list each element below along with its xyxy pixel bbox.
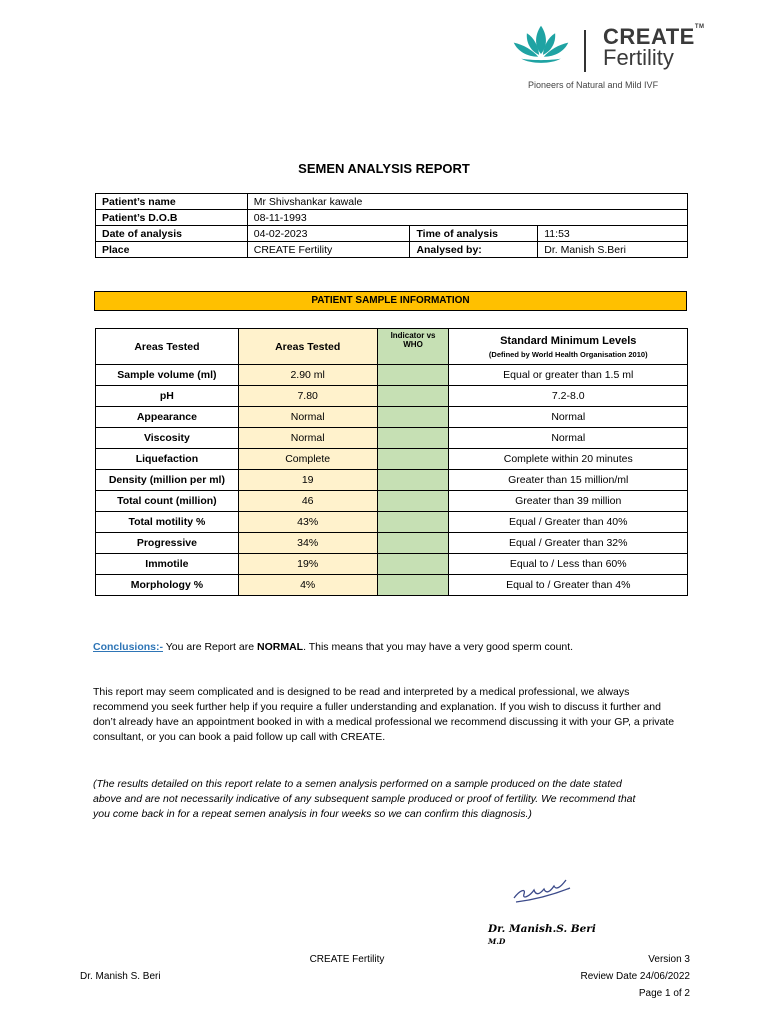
analysis-time-label: Time of analysis [410, 226, 538, 242]
result-standard-cell: Complete within 20 minutes [449, 449, 688, 470]
conclusion-result: NORMAL [256, 641, 304, 653]
table-row [96, 226, 688, 242]
place-value: CREATE Fertility [247, 242, 410, 258]
result-area-cell: Sample volume (ml) [96, 365, 239, 386]
signature-icon [506, 872, 576, 908]
lotus-logo-icon [508, 22, 574, 69]
result-area-cell: Appearance [96, 407, 239, 428]
result-standard-cell: Equal / Greater than 32% [449, 533, 688, 554]
result-value-cell: 34% [238, 533, 377, 554]
analysis-date-label: Date of analysis [96, 226, 248, 242]
explanation-paragraph: This report may seem complicated and is designed to be read and interpreted by a medical professional, we always recommend you seek further help if you require a fuller understanding and explanation. If you wish to discuss it further and don’t already have an appointment booked in with a medical professional we recommend discussing it with your GP, a private consultant, or you can book a paid follow up call with CREATE. [93, 686, 675, 743]
result-indicator-cell [377, 575, 449, 596]
col-header-indicator: Indicator vs WHO [377, 329, 449, 365]
result-area-cell: Morphology % [96, 575, 239, 596]
result-area-cell: Immotile [96, 554, 239, 575]
patient-info-table [95, 193, 688, 258]
footer-org: CREATE Fertility [309, 954, 385, 965]
table-row [96, 491, 688, 512]
table-row [96, 533, 688, 554]
standard-title: Standard Minimum Levels [500, 334, 637, 347]
table-row [96, 575, 688, 596]
result-standard-cell: Equal or greater than 1.5 ml [449, 365, 688, 386]
table-header-row [96, 329, 688, 365]
col-header-area: Areas Tested [96, 329, 239, 365]
result-indicator-cell [377, 407, 449, 428]
result-standard-cell: Equal / Greater than 40% [449, 512, 688, 533]
conclusion-text-end: . This means that you may have a very good sperm count. [303, 641, 574, 653]
result-standard-cell: Greater than 39 million [449, 491, 688, 512]
result-indicator-cell [377, 533, 449, 554]
place-label: Place [96, 242, 248, 258]
result-value-cell: Normal [238, 428, 377, 449]
footer-page-number: Page 1 of 2 [638, 988, 690, 999]
col-header-standard [449, 329, 688, 365]
table-row [96, 428, 688, 449]
disclaimer-paragraph: (The results detailed on this report relate to a semen analysis performed on a sample produced on the date stated above and are not necessarily indicative of any subsequent sample produced or proof of fertility. We recommend that you come back in for a repeat semen analysis in four weeks so we can confirm this diagnosis.) [93, 778, 636, 820]
table-row [96, 449, 688, 470]
result-indicator-cell [377, 386, 449, 407]
brand-name: CREATE™ [603, 24, 705, 49]
footer-doctor: Dr. Manish S. Beri [80, 971, 161, 982]
brand-subname: Fertility [603, 45, 674, 70]
signatory-name: Dr. Manish.S. Beri [488, 923, 596, 935]
result-value-cell: 2.90 ml [238, 365, 377, 386]
result-indicator-cell [377, 428, 449, 449]
result-standard-cell: Normal [449, 407, 688, 428]
patient-dob-label: Patient’s D.O.B [96, 210, 248, 226]
footer-version: Version 3 [648, 954, 690, 965]
result-indicator-cell [377, 449, 449, 470]
result-standard-cell: Equal to / Greater than 4% [449, 575, 688, 596]
report-title: SEMEN ANALYSIS REPORT [298, 161, 470, 176]
result-standard-cell: Equal to / Less than 60% [449, 554, 688, 575]
table-row [96, 242, 688, 258]
result-value-cell: 4% [238, 575, 377, 596]
result-indicator-cell [377, 491, 449, 512]
patient-dob-value: 08-11-1993 [247, 210, 687, 226]
signatory-degree: M.D [488, 937, 506, 946]
result-standard-cell: Normal [449, 428, 688, 449]
footer-review-date: Review Date 24/06/2022 [580, 971, 690, 982]
analysed-by-value: Dr. Manish S.Beri [538, 242, 688, 258]
table-row [96, 470, 688, 491]
analysis-date-value: 04-02-2023 [247, 226, 410, 242]
patient-name-label: Patient’s name [96, 194, 248, 210]
table-row [96, 386, 688, 407]
conclusion-label: Conclusions:- [93, 641, 163, 653]
result-area-cell: Density (million per ml) [96, 470, 239, 491]
result-value-cell: 46 [238, 491, 377, 512]
result-value-cell: 19% [238, 554, 377, 575]
result-indicator-cell [377, 365, 449, 386]
conclusion [93, 641, 573, 653]
result-value-cell: Complete [238, 449, 377, 470]
analysed-by-label: Analysed by: [410, 242, 538, 258]
result-standard-cell: Greater than 15 million/ml [449, 470, 688, 491]
result-area-cell: Total count (million) [96, 491, 239, 512]
result-area-cell: Liquefaction [96, 449, 239, 470]
sample-section-header: PATIENT SAMPLE INFORMATION [94, 291, 687, 311]
result-indicator-cell [377, 470, 449, 491]
patient-name-value: Mr Shivshankar kawale [247, 194, 687, 210]
standard-subtitle: (Defined by World Health Organisation 2010) [488, 349, 648, 359]
analysis-time-value: 11:53 [538, 226, 688, 242]
result-area-cell: pH [96, 386, 239, 407]
result-value-cell: 19 [238, 470, 377, 491]
result-area-cell: Total motility % [96, 512, 239, 533]
table-row [96, 554, 688, 575]
table-row [96, 365, 688, 386]
result-standard-cell: 7.2-8.0 [449, 386, 688, 407]
table-row [96, 512, 688, 533]
table-row [96, 194, 688, 210]
result-area-cell: Viscosity [96, 428, 239, 449]
logo-divider [584, 30, 586, 72]
result-value-cell: Normal [238, 407, 377, 428]
brand-tagline: Pioneers of Natural and Mild IVF [528, 80, 659, 90]
result-area-cell: Progressive [96, 533, 239, 554]
table-row [96, 407, 688, 428]
result-indicator-cell [377, 512, 449, 533]
conclusion-text: You are Report are [163, 641, 257, 653]
table-row [96, 210, 688, 226]
result-value-cell: 43% [238, 512, 377, 533]
result-indicator-cell [377, 554, 449, 575]
results-table [95, 328, 688, 596]
result-value-cell: 7.80 [238, 386, 377, 407]
col-header-value: Areas Tested [238, 329, 377, 365]
